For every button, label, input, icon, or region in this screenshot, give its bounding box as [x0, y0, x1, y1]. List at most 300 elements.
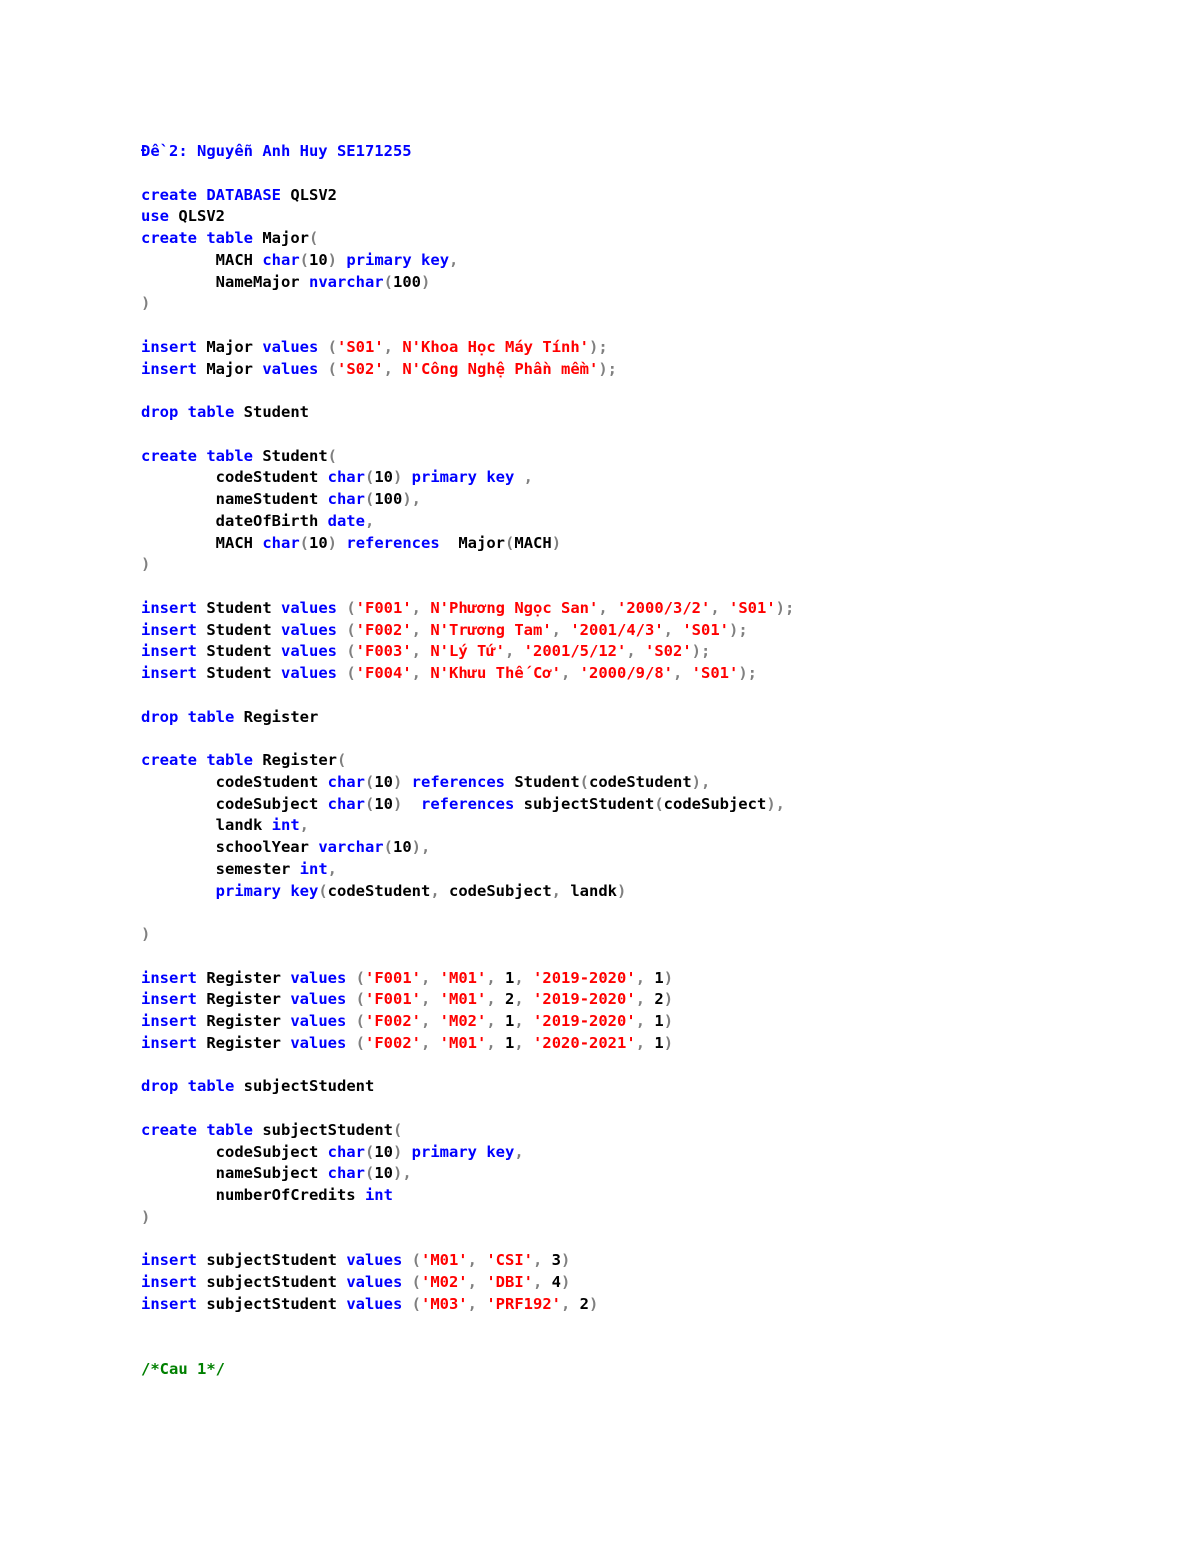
code-line [141, 1294, 794, 1316]
code-token: dateOfBirth [141, 511, 328, 530]
code-token: MACH [141, 533, 263, 552]
code-token: Major [253, 229, 310, 247]
blank-line [141, 576, 794, 598]
code-line [141, 772, 794, 794]
code-token: , [421, 968, 440, 987]
code-token: ( [346, 968, 365, 987]
code-token: N'Phương Ngọc San' [430, 598, 599, 617]
code-token: values [290, 1033, 347, 1052]
code-token: table [206, 446, 254, 465]
code-token: table [187, 707, 235, 726]
code-line [141, 815, 794, 837]
blank-line [141, 1098, 794, 1120]
code-line [141, 141, 794, 163]
code-token: 'S01' [691, 664, 739, 682]
code-token: 10 [374, 1142, 393, 1161]
code-token: 10 [374, 468, 393, 487]
code-token: numberOfCredits [141, 1186, 365, 1204]
code-line [141, 794, 794, 816]
code-token: drop [141, 1077, 179, 1096]
code-token: insert [141, 359, 197, 378]
code-token: ); [691, 642, 711, 661]
code-token: primary [215, 881, 281, 900]
code-token: subjectStudent [197, 1251, 347, 1270]
code-token: ( [383, 838, 393, 856]
code-token: char [327, 1164, 365, 1183]
code-token: N'Trương Tam' [430, 620, 552, 639]
code-token: ( [364, 772, 375, 791]
code-token: , [551, 620, 571, 639]
code-token: , [486, 1033, 506, 1052]
code-token: create [141, 446, 197, 465]
code-token: , [486, 990, 506, 1009]
code-line [141, 446, 794, 468]
code-line [141, 359, 794, 381]
code-token: , [411, 664, 431, 682]
code-token: Major [197, 337, 263, 356]
code-token: insert [141, 664, 197, 682]
code-token: values [290, 968, 347, 987]
code-token: Register [253, 751, 338, 769]
code-token: ( [318, 337, 337, 356]
code-token: /*Cau 1*/ [141, 1360, 225, 1378]
code-line [141, 467, 794, 489]
code-token: ( [337, 642, 356, 661]
code-token: 3 [551, 1251, 562, 1270]
code-token: ( [393, 1120, 403, 1139]
code-token: , [467, 1273, 487, 1291]
code-token: , [514, 1012, 534, 1030]
code-token: ), [411, 838, 431, 856]
code-token: insert [141, 1251, 197, 1270]
code-token: 2 [579, 1294, 589, 1313]
code-token: subjectStudent [234, 1077, 375, 1096]
code-token: ), [691, 772, 711, 791]
code-token: , [635, 1033, 655, 1052]
code-token: N'Công Nghệ Phần mềm' [402, 359, 599, 378]
code-token: codeStudent [141, 772, 328, 791]
code-token: use [141, 207, 169, 226]
code-token: ( [337, 620, 356, 639]
code-line [141, 337, 794, 359]
code-token: references [411, 772, 505, 791]
code-token [281, 882, 290, 900]
code-token: N'Lý Tứ' [430, 642, 505, 661]
code-token: ( [579, 772, 589, 791]
code-token: insert [141, 1273, 197, 1291]
code-token [412, 251, 421, 269]
code-token: Register [197, 1012, 291, 1030]
code-token: values [346, 1273, 403, 1291]
code-token: ( [505, 533, 515, 552]
code-token: '2000/9/8' [579, 664, 673, 682]
code-token: ) [141, 1207, 151, 1226]
code-token: Major [439, 533, 506, 552]
code-token: , [663, 620, 683, 639]
code-token: '2019-2020' [533, 968, 636, 987]
code-token: 'F003' [355, 642, 412, 661]
code-token: ) [420, 272, 431, 291]
code-token: values [346, 1251, 403, 1270]
code-token: ) [663, 968, 674, 987]
blank-line [141, 380, 794, 402]
code-line [141, 707, 794, 729]
code-token: ( [364, 1142, 375, 1161]
code-line [141, 750, 794, 772]
code-line [141, 641, 794, 663]
code-token: ( [299, 533, 309, 552]
blank-line [141, 946, 794, 968]
code-token: Đề 2: Nguyễn Anh Huy SE171255 [141, 142, 412, 160]
code-token: MACH [514, 533, 552, 552]
code-line [141, 1033, 794, 1055]
code-token: N'Khưu Thế Cơ' [430, 664, 561, 682]
code-token: 4 [551, 1273, 562, 1291]
code-token: ( [318, 881, 328, 900]
code-token: ( [337, 751, 347, 769]
code-token: 100 [374, 490, 403, 508]
code-token: insert [141, 337, 197, 356]
code-token: , [514, 990, 534, 1009]
code-token [197, 751, 206, 769]
code-token: 10 [392, 838, 412, 856]
code-token: references [346, 533, 440, 552]
code-token: codeSubject [141, 794, 328, 813]
code-token: table [187, 403, 235, 421]
code-token: insert [141, 620, 197, 639]
code-token: char [327, 1142, 365, 1161]
blank-line [141, 163, 794, 185]
code-token: , [364, 511, 375, 530]
code-token: ); [775, 598, 795, 617]
code-token: , [421, 1012, 440, 1030]
code-token: table [187, 1077, 235, 1096]
code-token: ( [309, 229, 319, 247]
code-token: key [486, 468, 515, 487]
code-token: ) [327, 250, 338, 269]
code-line [141, 837, 794, 859]
code-token: values [281, 664, 337, 682]
code-line [141, 620, 794, 642]
code-token: 'F001' [365, 968, 421, 987]
code-token: ( [299, 250, 309, 269]
code-line [141, 554, 794, 576]
code-token: codeStudent [589, 772, 692, 791]
code-token: DATABASE [206, 185, 281, 204]
code-token: codeStudent [327, 881, 431, 900]
code-token: Register [234, 707, 319, 726]
code-token: ), [392, 1164, 412, 1183]
code-token: , [411, 598, 431, 617]
code-token: , [710, 598, 729, 617]
code-token: , [467, 1251, 487, 1270]
code-token [197, 186, 206, 204]
code-token: key [421, 250, 450, 269]
code-token: 1 [654, 968, 664, 987]
code-token [337, 251, 346, 269]
code-token: values [262, 337, 319, 356]
code-token [337, 534, 346, 552]
code-token: Major [197, 359, 263, 378]
code-token: 'S01' [337, 337, 384, 356]
code-token: , [673, 664, 692, 682]
code-token: '2000/3/2' [617, 598, 711, 617]
code-token: 'F001' [355, 598, 412, 617]
code-token: 10 [374, 1164, 393, 1183]
code-token: 'PRF192' [486, 1294, 561, 1313]
code-token: ) [327, 533, 338, 552]
code-token: subjectStudent [514, 794, 655, 813]
code-token: 10 [374, 794, 393, 813]
code-token: , [411, 620, 431, 639]
code-token [178, 1077, 187, 1095]
code-token: , [560, 1294, 580, 1313]
code-token: table [206, 229, 254, 247]
code-token: char [262, 533, 300, 552]
code-token: , [383, 359, 403, 378]
blank-line [141, 1229, 794, 1251]
code-token: varchar [318, 838, 384, 856]
code-token: 'M01' [439, 990, 487, 1009]
code-line [141, 489, 794, 511]
code-token: references [421, 794, 515, 813]
code-token: ) [551, 533, 562, 552]
code-token: , [626, 642, 645, 661]
code-token: create [141, 185, 197, 204]
blank-line [141, 424, 794, 446]
code-token: insert [141, 990, 197, 1009]
code-token: '2001/5/12' [523, 642, 627, 661]
code-token: ) [663, 1012, 674, 1030]
code-token: 100 [392, 272, 421, 291]
code-token: values [346, 1294, 403, 1313]
code-token: , [486, 1012, 506, 1030]
code-token: Register [197, 990, 291, 1009]
code-token: , [486, 968, 506, 987]
code-token: subjectStudent [253, 1120, 393, 1139]
code-line [141, 989, 794, 1011]
code-token: ( [346, 1033, 365, 1052]
code-line [141, 1120, 794, 1142]
code-token: ); [588, 337, 608, 356]
code-token: char [327, 772, 365, 791]
code-token [402, 795, 421, 813]
code-token: codeStudent [141, 468, 328, 487]
code-token: , [505, 642, 524, 661]
code-token: create [141, 1120, 197, 1139]
code-line [141, 511, 794, 533]
blank-line [141, 1316, 794, 1338]
code-token: QLSV2 [281, 185, 337, 204]
code-token: '2020-2021' [533, 1033, 636, 1052]
code-token: subjectStudent [197, 1273, 347, 1291]
code-line [141, 185, 794, 207]
code-token: 'M02' [439, 1012, 487, 1030]
blank-line [141, 728, 794, 750]
code-token: ( [364, 490, 375, 508]
code-token: insert [141, 1294, 197, 1313]
code-token: nameSubject [141, 1164, 328, 1183]
code-token [197, 447, 206, 465]
code-token: 2 [505, 990, 515, 1009]
code-token: '2019-2020' [533, 1012, 636, 1030]
code-token: table [206, 751, 254, 769]
code-token: ) [392, 794, 403, 813]
code-line [141, 533, 794, 555]
code-token [178, 708, 187, 726]
code-token: values [290, 1012, 347, 1030]
code-token: values [281, 642, 337, 661]
code-token: drop [141, 707, 179, 726]
code-token: NameMajor [141, 272, 309, 291]
code-line [141, 206, 794, 228]
code-token: 'M02' [420, 1273, 468, 1291]
code-line [141, 402, 794, 424]
code-line [141, 859, 794, 881]
code-token [402, 468, 411, 486]
code-token: 10 [309, 250, 328, 269]
code-token: drop [141, 403, 179, 421]
code-token: ) [561, 1273, 571, 1291]
code-token: ( [383, 272, 393, 291]
code-token: Student [253, 446, 328, 465]
code-token: date [327, 511, 365, 530]
code-token: , [635, 1012, 655, 1030]
code-token: 'M01' [439, 968, 487, 987]
blank-line [141, 1055, 794, 1077]
code-token: , [299, 816, 309, 835]
code-token: 'F002' [365, 1033, 421, 1052]
code-token: Student [197, 620, 281, 639]
code-token: primary [411, 468, 477, 487]
code-token: insert [141, 598, 197, 617]
code-token: ( [364, 1164, 375, 1183]
code-token: int [299, 859, 328, 878]
code-line [141, 1011, 794, 1033]
code-token: 2 [654, 990, 664, 1009]
code-token: '2001/4/3' [570, 620, 664, 639]
blank-line [141, 1337, 794, 1359]
code-token: key [290, 881, 319, 900]
code-token [178, 403, 187, 421]
code-token: 'DBI' [486, 1273, 533, 1291]
code-token: , [449, 250, 459, 269]
code-token: ( [318, 359, 337, 378]
code-token: int [271, 816, 300, 835]
code-token: char [262, 250, 300, 269]
code-token: , [514, 1142, 524, 1161]
code-token: ( [337, 664, 356, 682]
code-token: 'M01' [439, 1033, 487, 1052]
code-token: values [262, 359, 319, 378]
code-token [477, 468, 486, 486]
code-token: nameStudent [141, 490, 328, 508]
code-line [141, 293, 794, 315]
code-token: ) [392, 1142, 403, 1161]
code-token: Student [234, 403, 309, 421]
code-token: 'F004' [355, 664, 412, 682]
code-token: schoolYear [141, 838, 319, 856]
code-token: N'Khoa Học Máy Tính' [402, 337, 589, 356]
code-token [197, 229, 206, 247]
code-line [141, 1142, 794, 1164]
sql-code-block [141, 141, 794, 1381]
code-token: ( [364, 468, 375, 487]
code-token: 10 [309, 533, 328, 552]
code-token: Register [197, 968, 291, 987]
code-token: ) [663, 1033, 674, 1052]
code-token: ); [729, 620, 748, 639]
code-token: codeSubject [663, 794, 767, 813]
code-line [141, 1359, 794, 1381]
code-token [141, 882, 216, 900]
code-token: ) [141, 555, 151, 574]
code-token: table [206, 1120, 254, 1139]
code-token: 1 [654, 1012, 664, 1030]
code-token: ( [337, 598, 356, 617]
code-token: 'S01' [729, 598, 776, 617]
code-token: insert [141, 642, 197, 661]
blank-line [141, 902, 794, 924]
code-line [141, 663, 794, 685]
code-token: char [327, 490, 365, 508]
code-token: key [486, 1142, 515, 1161]
code-token: landk [570, 881, 617, 900]
code-token: int [364, 1186, 393, 1204]
code-token: , [421, 1033, 440, 1052]
code-token: insert [141, 1033, 197, 1052]
code-token [197, 1121, 206, 1139]
code-token: 1 [654, 1033, 664, 1052]
code-token: ) [141, 294, 151, 313]
code-token: 1 [505, 1033, 515, 1052]
code-token: subjectStudent [197, 1294, 347, 1313]
code-token: 'S01' [682, 620, 730, 639]
code-token: ), [402, 490, 421, 508]
code-token: 'F002' [355, 620, 412, 639]
code-token: 1 [505, 968, 515, 987]
code-token: values [281, 598, 337, 617]
code-token [402, 1143, 411, 1161]
code-token: ) [589, 1294, 599, 1313]
code-token: 'S02' [645, 642, 692, 661]
code-token: , [635, 968, 655, 987]
code-token: , [635, 990, 655, 1009]
code-token: , [514, 968, 534, 987]
code-token: primary [346, 250, 412, 269]
code-token: codeSubject [449, 881, 552, 900]
code-token: ) [663, 990, 674, 1009]
code-token: '2019-2020' [533, 990, 636, 1009]
code-token: , [383, 337, 403, 356]
code-token: , [327, 859, 337, 878]
code-line [141, 272, 794, 294]
blank-line [141, 315, 794, 337]
code-token: , [533, 1251, 552, 1270]
code-token: , [561, 664, 580, 682]
code-line [141, 881, 794, 903]
code-line [141, 1250, 794, 1272]
code-token: 1 [505, 1012, 515, 1030]
code-token: 'F001' [365, 990, 421, 1009]
code-token: char [327, 794, 365, 813]
code-token: , [514, 1033, 534, 1052]
code-token: ( [402, 1273, 421, 1291]
code-token: , [430, 881, 449, 900]
code-token: ( [346, 1012, 365, 1030]
code-token [477, 1143, 486, 1161]
code-token: ( [402, 1251, 421, 1270]
